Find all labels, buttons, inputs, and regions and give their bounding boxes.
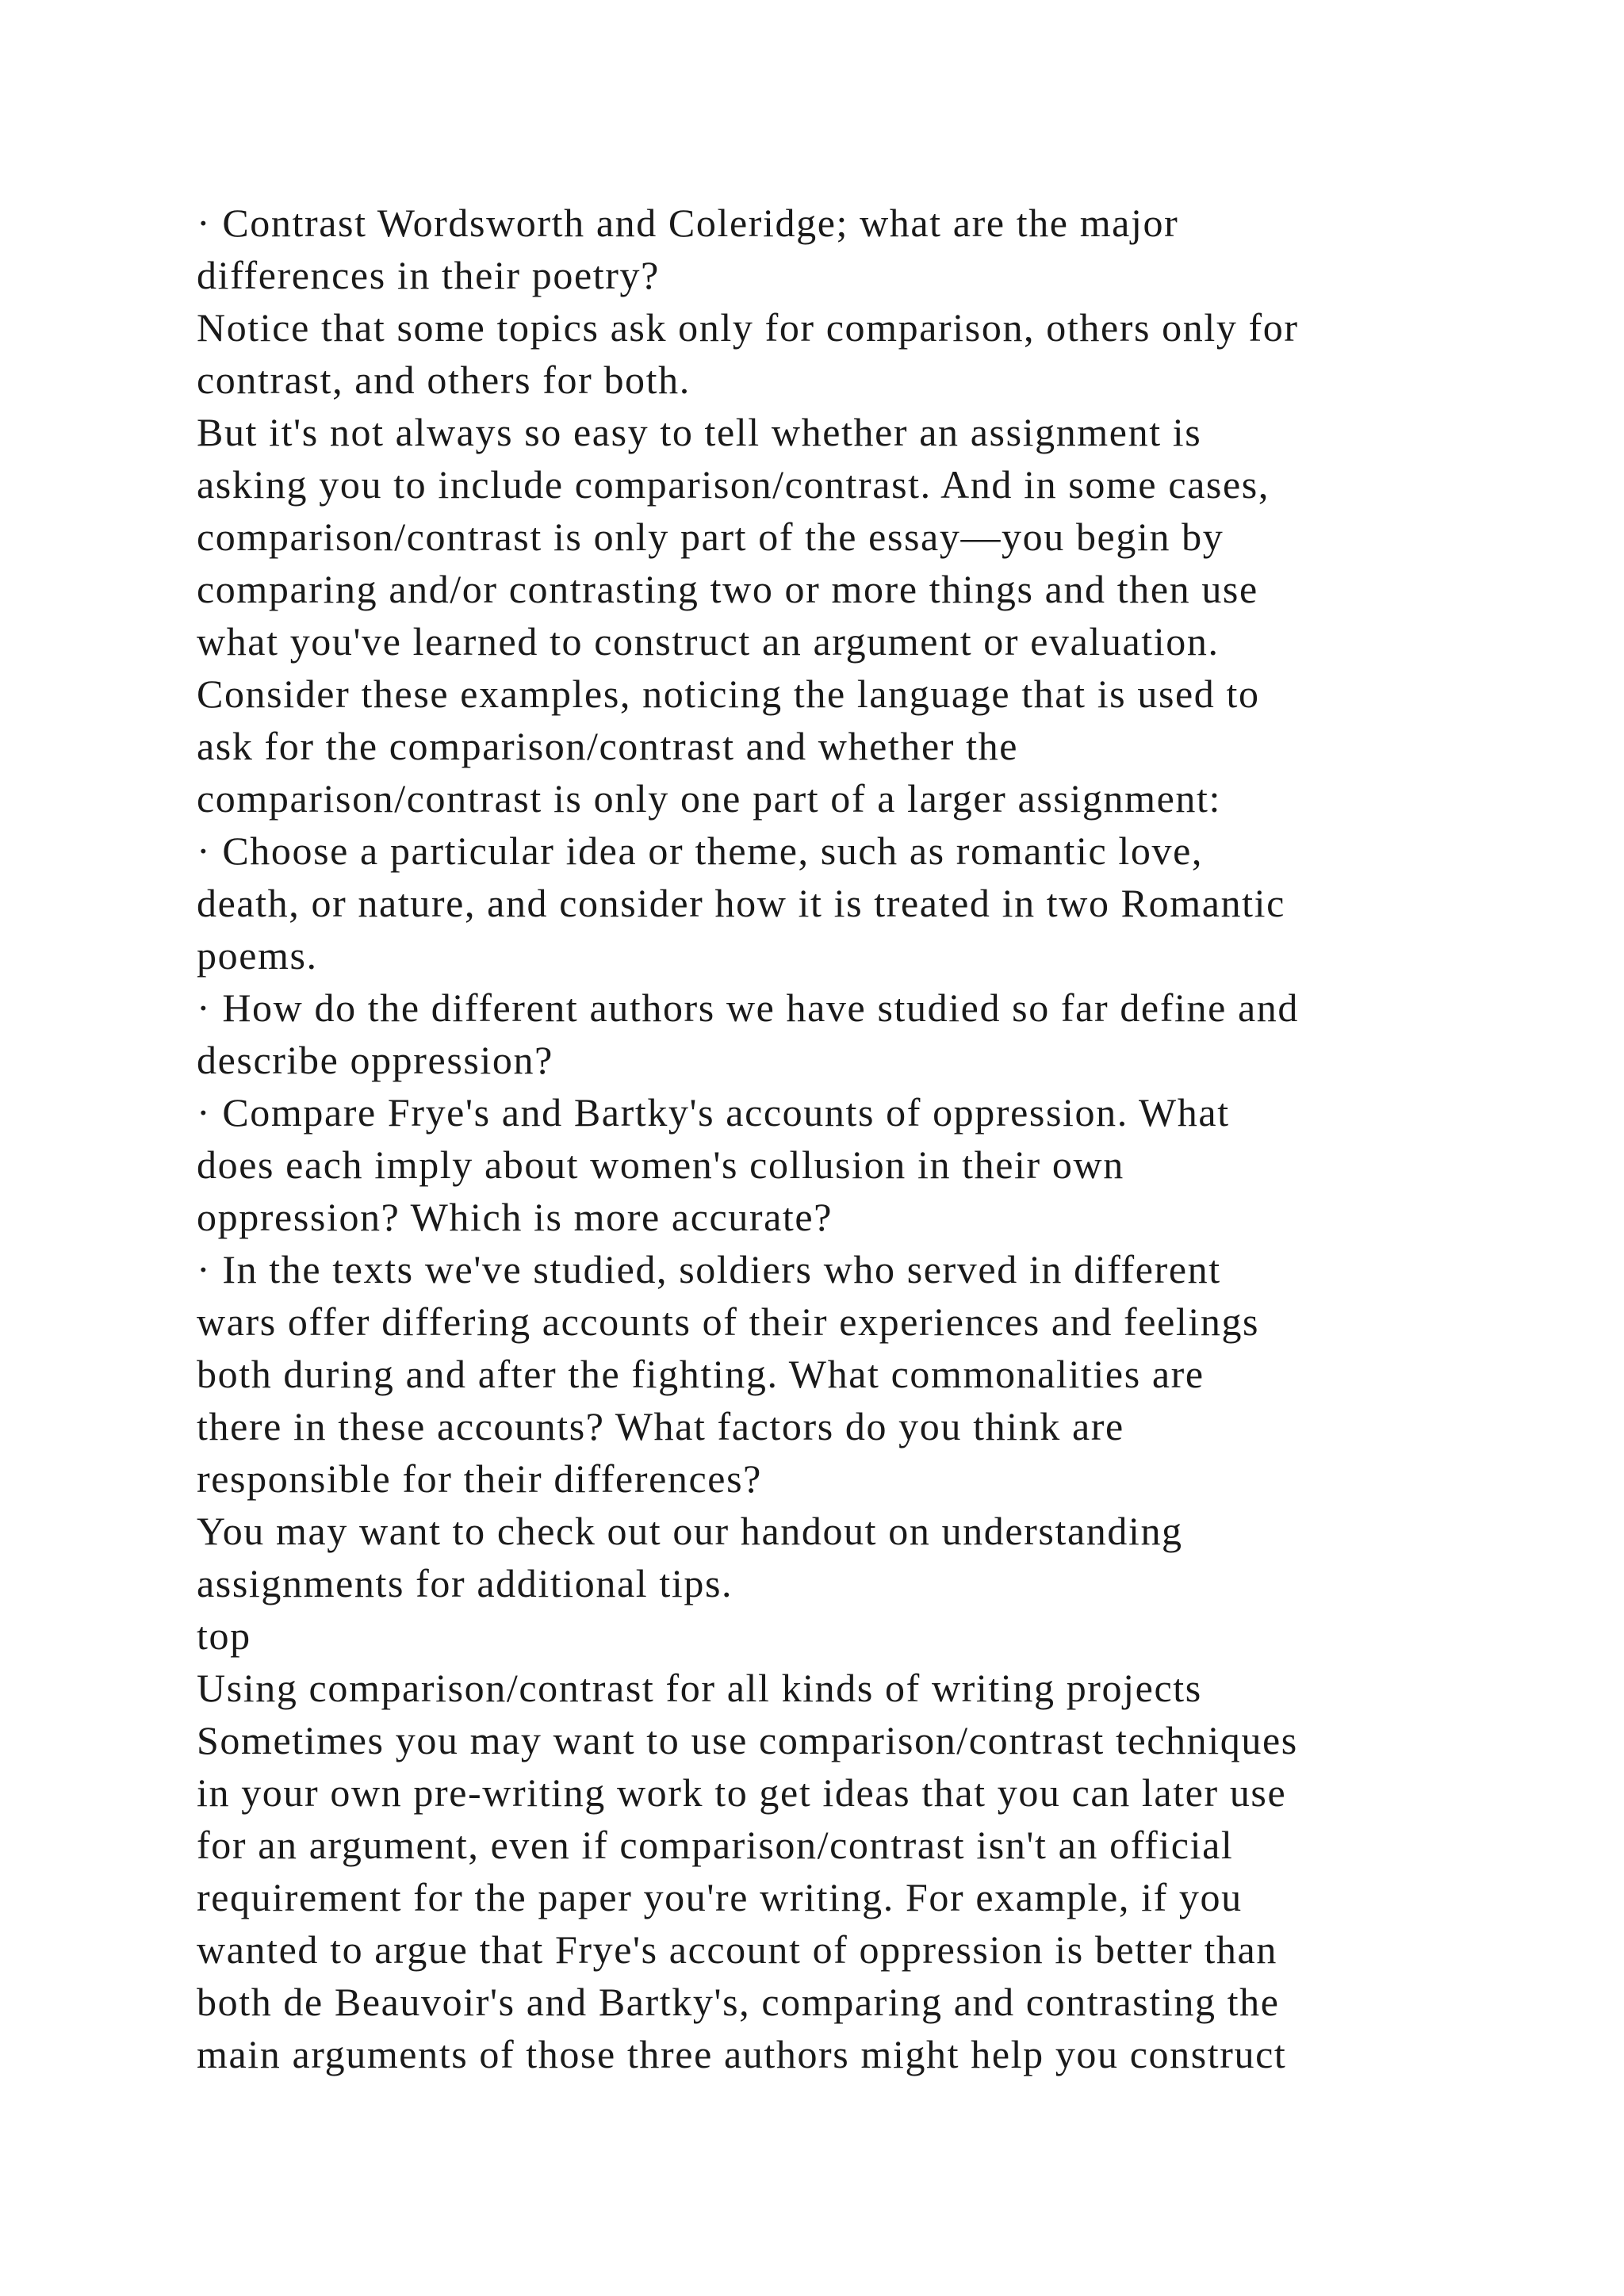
text-line: differences in their poetry? xyxy=(197,253,660,297)
text-line: comparison/contrast is only one part of a larger assignment: xyxy=(197,776,1221,821)
text-line: · Contrast Wordsworth and Coleridge; what are the major xyxy=(197,201,1179,245)
text-line: Consider these examples, noticing the language that is used to xyxy=(197,672,1260,716)
text-line: poems. xyxy=(197,933,318,978)
text-line: · How do the different authors we have studied so far define and xyxy=(197,985,1299,1030)
text-line: death, or nature, and consider how it is treated in two Romantic xyxy=(197,881,1285,925)
text-line-top-link: top xyxy=(197,1613,251,1658)
section-heading: Using comparison/contrast for all kinds of writing projects xyxy=(197,1666,1202,1710)
text-line: what you've learned to construct an argument or evaluation. xyxy=(197,619,1220,664)
text-line: comparing and/or contrasting two or more things and then use xyxy=(197,567,1258,611)
text-line: in your own pre-writing work to get ideas that you can later use xyxy=(197,1770,1287,1815)
text-line: does each imply about women's collusion in their own xyxy=(197,1142,1124,1187)
text-line: oppression? Which is more accurate? xyxy=(197,1195,833,1239)
text-line: Notice that some topics ask only for comparison, others only for xyxy=(197,305,1299,350)
document-page xyxy=(197,197,1465,2080)
text-line: asking you to include comparison/contrast. And in some cases, xyxy=(197,462,1270,507)
text-line: both during and after the fighting. What commonalities are xyxy=(197,1352,1205,1396)
text-line: · Choose a particular idea or theme, such as romantic love, xyxy=(197,828,1203,873)
text-line: wars offer differing accounts of their experiences and feelings xyxy=(197,1299,1260,1344)
text-line: ask for the comparison/contrast and whether the xyxy=(197,724,1018,768)
text-line: · In the texts we've studied, soldiers who served in different xyxy=(197,1247,1221,1292)
text-line: describe oppression? xyxy=(197,1038,553,1082)
text-line: main arguments of those three authors might help you construct xyxy=(197,2032,1287,2076)
text-line: responsible for their differences? xyxy=(197,1456,762,1501)
text-line: But it's not always so easy to tell whether an assignment is xyxy=(197,410,1202,454)
text-line: comparison/contrast is only part of the essay—you begin by xyxy=(197,515,1224,559)
text-line: contrast, and others for both. xyxy=(197,358,691,402)
text-line: · Compare Frye's and Bartky's accounts of oppression. What xyxy=(197,1090,1230,1135)
text-line: You may want to check out our handout on understanding xyxy=(197,1509,1183,1553)
text-line: there in these accounts? What factors do you think are xyxy=(197,1404,1124,1448)
text-line: wanted to argue that Frye's account of oppression is better than xyxy=(197,1927,1277,1972)
text-line: requirement for the paper you're writing. For example, if you xyxy=(197,1875,1243,1919)
text-line: for an argument, even if comparison/contrast isn't an official xyxy=(197,1823,1234,1867)
text-line: Sometimes you may want to use comparison/contrast techniques xyxy=(197,1718,1298,1762)
text-line: both de Beauvoir's and Bartky's, comparing and contrasting the xyxy=(197,1980,1280,2024)
text-line: assignments for additional tips. xyxy=(197,1561,733,1605)
